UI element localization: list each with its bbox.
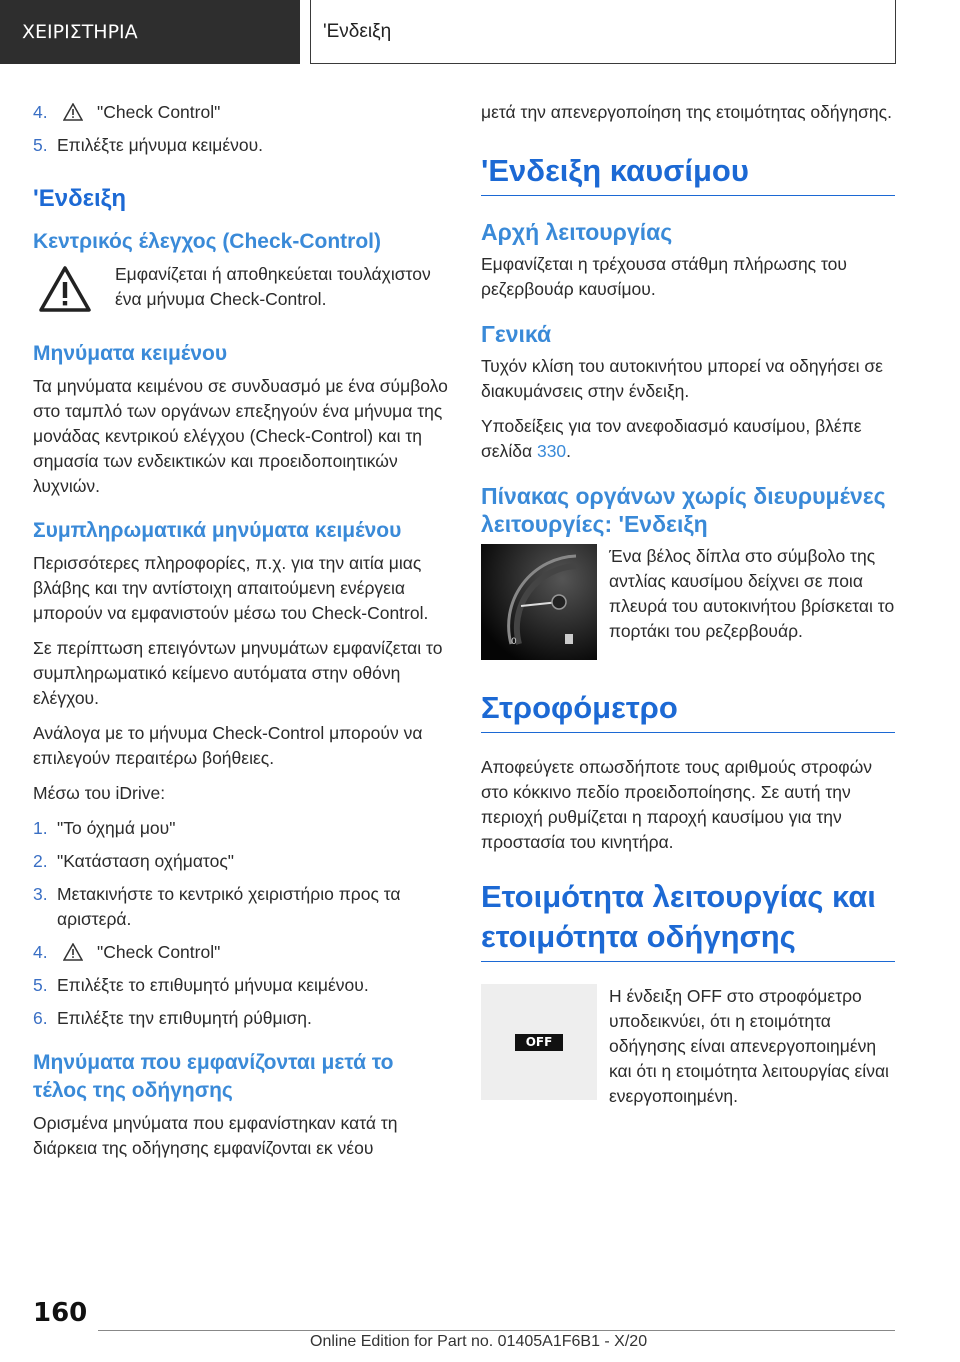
fuel-gauge-text: Ένα βέλος δίπλα στο σύμβολο της αντλίας καυσίμου δείχνει σε ποια πλευρά του αυτοκινήτου βρίσκεται το πορτάκι του ρεζερβουάρ. xyxy=(609,546,895,641)
heading-principle: Αρχή λειτουργίας xyxy=(481,219,673,245)
messages-text: Τα μηνύματα κειμένου σε συνδυασμό με ένα σύμβολο στο ταμπλό των οργάνων επεξηγούν ένα μήνυμα της μονάδας κεντρικού ελέγχου (Check-Control) και τη σημασία των ενδεικτικών και προειδοποιητικών λυχνιών. xyxy=(33,376,448,496)
list-item xyxy=(33,849,449,874)
header-section xyxy=(0,0,300,64)
header-chapter-label: 'Ενδειξη xyxy=(323,20,392,42)
continuation-text: μετά την απενεργοποίηση της ετοιμότητας οδήγησης. xyxy=(481,102,892,122)
supplementary-paragraph: Σε περίπτωση επειγόντων μηνυμάτων εμφανίζεται το συμπληρωματικό κείμενο αυτόματα στην οθόνη ελέγχου. xyxy=(33,638,443,708)
heading-fuel-gauge: 'Ενδειξη καυσίμου xyxy=(481,151,895,196)
step-text: "Check Control" xyxy=(97,942,221,962)
readiness-text: Η ένδειξη OFF στο στροφόμετρο υποδεικνύει, ότι η ετοιμότητα οδήγησης είναι απενεργοποιημένη και ότι η ετοιμότητα λειτουργίας είναι ενεργοποιημένη. xyxy=(609,986,889,1106)
fuel-gauge-image xyxy=(481,544,597,660)
header-section-label: ΧΕΙΡΙΣΤΗΡΙΑ xyxy=(22,21,138,43)
step-text: "Κατάσταση οχήματος" xyxy=(57,851,234,871)
heading-after-trip-messages: Μηνύματα που εμφανίζονται μετά το τέλος της οδήγησης xyxy=(33,1051,394,1102)
step-number: 5. xyxy=(33,135,48,155)
warning-triangle-icon xyxy=(37,262,93,318)
heading-readiness: Ετοιμότητα λειτουργίας και ετοιμότητα οδήγησης xyxy=(481,877,895,962)
warning-triangle-icon xyxy=(63,103,83,121)
check-control-row xyxy=(33,262,449,322)
supplementary-paragraph: Περισσότερες πληροφορίες, π.χ. για την αιτία μιας βλάβης και την αντίστοιχη απαιτούμενη ενέργεια μπορούν να εμφανιστούν μέσω του Check-Control. xyxy=(33,553,429,623)
step-text: Μετακινήστε το κεντρικό χειριστήριο προς τα αριστερά. xyxy=(57,884,401,929)
step-text: Επιλέξτε μήνυμα κειμένου. xyxy=(57,135,264,155)
list-item xyxy=(33,133,449,158)
step-text: Επιλέξτε την επιθυμητή ρύθμιση. xyxy=(57,1008,312,1028)
step-number: 3. xyxy=(33,884,48,904)
heading-instrument-cluster: Πίνακας οργάνων χωρίς διευρυμένες λειτουργίες: 'Ενδειξη xyxy=(481,483,886,537)
fuel-gauge-dial-icon xyxy=(481,544,597,660)
heading-tachometer: Στροφόμετρο xyxy=(481,688,895,733)
heading-text-messages: Μηνύματα κειμένου xyxy=(33,342,228,365)
off-indicator-image xyxy=(481,984,597,1100)
step-text: Επιλέξτε το επιθυμητό μήνυμα κειμένου. xyxy=(57,975,369,995)
step-text: "Το όχημά μου" xyxy=(57,818,176,838)
list-item xyxy=(33,973,449,998)
step-number: 6. xyxy=(33,1008,48,1028)
page-reference-link[interactable]: 330 xyxy=(536,441,567,461)
heading-general: Γενικά xyxy=(481,321,552,347)
off-badge: OFF xyxy=(515,1034,563,1051)
general-paragraph xyxy=(481,414,895,464)
general-paragraph: Τυχόν κλίση του αυτοκινήτου μπορεί να οδηγήσει σε διακυμάνσεις στην ένδειξη. xyxy=(481,356,883,401)
list-item xyxy=(33,940,449,965)
check-control-text: Εμφανίζεται ή αποθηκεύεται τουλάχιστον ένα μήνυμα Check-Control. xyxy=(115,264,431,309)
heading-supplementary-messages: Συμπληρωματικά μηνύματα κειμένου xyxy=(33,519,402,542)
step-number: 2. xyxy=(33,851,48,871)
step-number: 1. xyxy=(33,818,48,838)
page-number: 160 xyxy=(33,1298,88,1328)
footer-edition: Online Edition for Part no. 01405A1F6B1 - X/20 xyxy=(310,1333,648,1350)
header-chapter xyxy=(310,0,896,64)
general-paragraph-end: . xyxy=(566,441,572,461)
list-item xyxy=(33,816,449,841)
step-number: 5. xyxy=(33,975,48,995)
left-column xyxy=(33,100,449,1171)
list-item xyxy=(33,882,449,932)
svg-text:0: 0 xyxy=(511,637,517,647)
principle-text: Εμφανίζεται η τρέχουσα στάθμη πλήρωσης του ρεζερβουάρ καυσίμου. xyxy=(481,254,847,299)
step-text: "Check Control" xyxy=(97,102,221,122)
supplementary-paragraph: Μέσω του iDrive: xyxy=(33,783,166,803)
list-item xyxy=(33,100,449,125)
readiness-row xyxy=(481,984,895,1119)
step-number: 4. xyxy=(33,942,48,962)
heading-endeixi: 'Ενδειξη xyxy=(33,185,127,212)
step-number: 4. xyxy=(33,102,48,122)
heading-check-control: Κεντρικός έλεγχος (Check-Control) xyxy=(33,230,381,253)
general-paragraph-text: Υποδείξεις για τον ανεφοδιασμό καυσίμου, βλέπε σελίδα xyxy=(481,416,862,461)
list-item xyxy=(33,1006,449,1031)
footer-divider xyxy=(98,1330,895,1331)
supplementary-paragraph: Ανάλογα με το μήνυμα Check-Control μπορούν να επιλεγούν περαιτέρω βοήθειες. xyxy=(33,723,423,768)
tachometer-text: Αποφεύγετε οπωσδήποτε τους αριθμούς στροφών στο κόκκινο πεδίο προειδοποίησης. Σε αυτή την περιοχή ρυθμίζεται η παροχή καυσίμου για την προστασία του κινητήρα. xyxy=(481,757,873,852)
fuel-gauge-row xyxy=(481,544,895,660)
after-trip-text: Ορισμένα μηνύματα που εμφανίστηκαν κατά τη διάρκεια της οδήγησης εμφανίζονται εκ νέου xyxy=(33,1113,398,1158)
right-column xyxy=(481,100,895,1127)
warning-triangle-icon xyxy=(63,943,83,961)
